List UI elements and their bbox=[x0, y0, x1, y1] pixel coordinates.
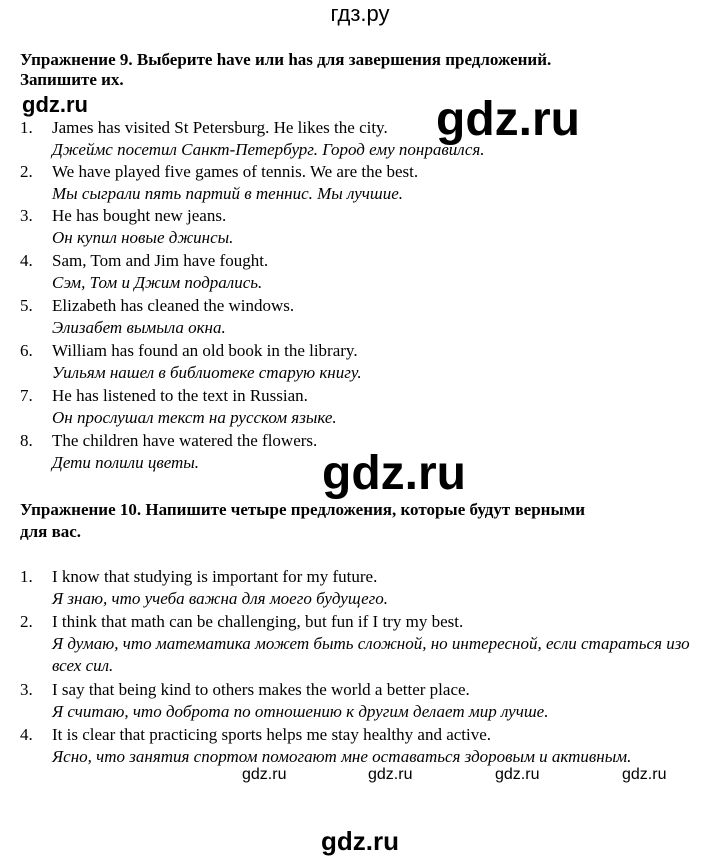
russian-translation: Джеймс посетил Санкт-Петербург. Город ему понравился. bbox=[52, 140, 485, 159]
site-header: гдз.ру bbox=[330, 1, 390, 26]
item-number: 4. bbox=[20, 725, 33, 744]
english-sentence: He has bought new jeans. bbox=[52, 206, 227, 225]
english-sentence: Sam, Tom and Jim have fought. bbox=[52, 251, 269, 270]
exercise-10-title: Упражнение 10. Напишите четыре предложения, которые будут верными bbox=[20, 500, 586, 519]
english-sentence: I say that being kind to others makes the world a better place. bbox=[52, 680, 470, 699]
item-number: 1. bbox=[20, 118, 33, 137]
watermark-tiny-1: gdz.ru bbox=[242, 766, 287, 783]
item-number: 2. bbox=[20, 162, 33, 181]
russian-translation: Я думаю, что математика может быть сложной, но интересной, если стараться изо всех сил. bbox=[52, 634, 690, 675]
item-number: 5. bbox=[20, 296, 33, 315]
english-sentence: James has visited St Petersburg. He likes the city. bbox=[52, 118, 388, 137]
watermark-footer: gdz.ru bbox=[321, 826, 399, 856]
english-sentence: It is clear that practicing sports helps me stay healthy and active. bbox=[52, 725, 492, 744]
exercise-9-title-cont: Запишите их. bbox=[20, 70, 124, 89]
item-number: 2. bbox=[20, 612, 33, 631]
exercise-9-title: Упражнение 9. Выберите have или has для завершения предложений. bbox=[20, 50, 552, 69]
item-number: 7. bbox=[20, 386, 33, 405]
russian-translation: Он прослушал текст на русском языке. bbox=[52, 408, 337, 427]
english-sentence: William has found an old book in the library. bbox=[52, 341, 358, 360]
english-sentence: We have played five games of tennis. We are the best. bbox=[52, 162, 419, 181]
exercise-10-title-cont: для вас. bbox=[20, 522, 82, 541]
item-number: 3. bbox=[20, 680, 33, 699]
english-sentence: He has listened to the text in Russian. bbox=[52, 386, 308, 405]
watermark-small: gdz.ru bbox=[22, 92, 88, 117]
item-number: 6. bbox=[20, 341, 33, 360]
english-sentence: Elizabeth has cleaned the windows. bbox=[52, 296, 295, 315]
item-number: 1. bbox=[20, 567, 33, 586]
english-sentence: The children have watered the flowers. bbox=[52, 431, 318, 450]
russian-translation: Я знаю, что учеба важна для моего будущего. bbox=[52, 589, 389, 608]
english-sentence: I know that studying is important for my future. bbox=[52, 567, 378, 586]
russian-translation: Дети полили цветы. bbox=[52, 453, 200, 472]
item-number: 8. bbox=[20, 431, 33, 450]
russian-translation: Мы сыграли пять партий в теннис. Мы лучшие. bbox=[52, 184, 404, 203]
russian-translation: Я считаю, что доброта по отношению к другим делает мир лучше. bbox=[52, 702, 549, 721]
russian-translation: Сэм, Том и Джим подрались. bbox=[52, 273, 263, 292]
russian-translation: Ясно, что занятия спортом помогают мне оставаться здоровым и активным. bbox=[52, 747, 632, 766]
russian-translation: Он купил новые джинсы. bbox=[52, 228, 234, 247]
watermark-tiny-4: gdz.ru bbox=[622, 766, 667, 783]
english-sentence: I think that math can be challenging, but fun if I try my best. bbox=[52, 612, 464, 631]
watermark-tiny-3: gdz.ru bbox=[495, 766, 540, 783]
watermark-big-middle: gdz.ru bbox=[322, 447, 466, 500]
watermark-big-top: gdz.ru bbox=[436, 93, 580, 146]
item-number: 4. bbox=[20, 251, 33, 270]
watermark-tiny-2: gdz.ru bbox=[368, 766, 413, 783]
item-number: 3. bbox=[20, 206, 33, 225]
russian-translation: Элизабет вымыла окна. bbox=[52, 318, 226, 337]
russian-translation: Уильям нашел в библиотеке старую книгу. bbox=[52, 363, 362, 382]
